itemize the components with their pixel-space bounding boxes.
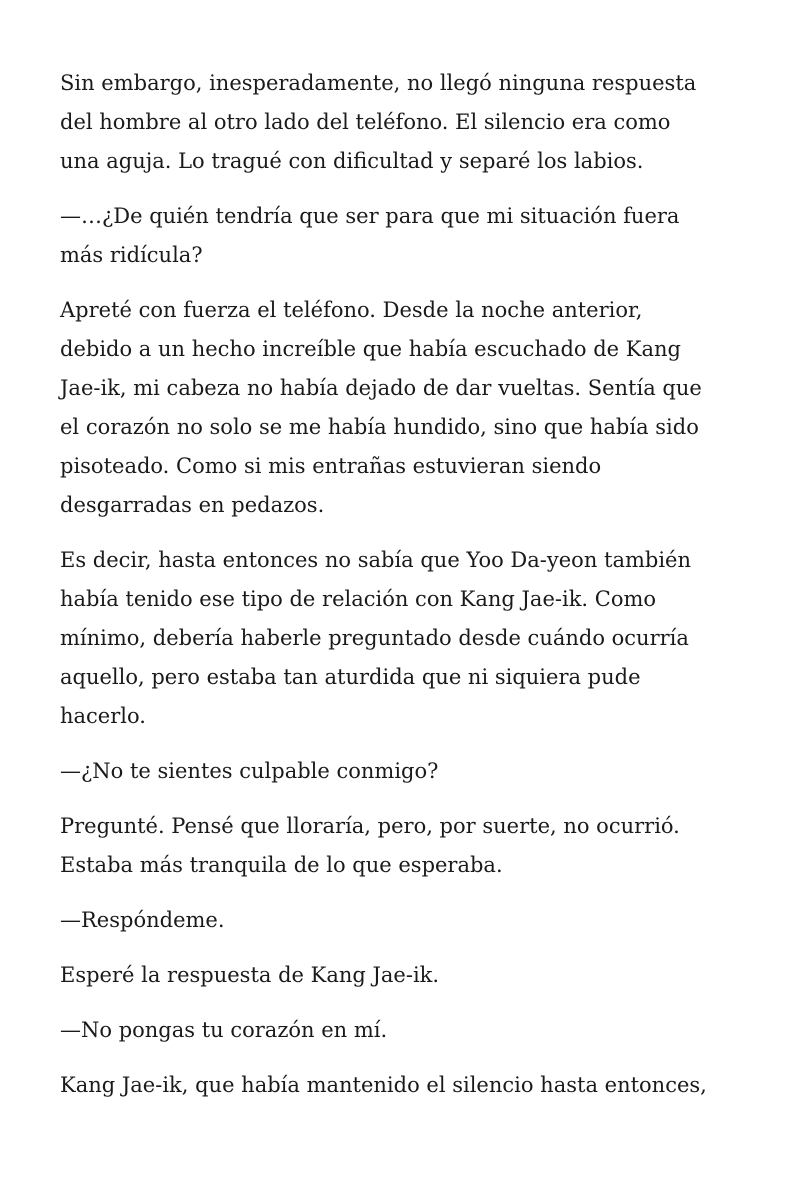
paragraph: Pregunté. Pensé que lloraría, pero, por suerte, no ocurrió. Estaba más tranquila de lo que esperaba. [60, 814, 680, 877]
paragraph: —Respóndeme. [60, 908, 225, 932]
paragraph: —No pongas tu corazón en mí. [60, 1018, 388, 1042]
paragraph: Apreté con fuerza el teléfono. Desde la noche anterior, debido a un hecho increíble que había escuchado de Kang Jae-ik, mi cabeza no había dejado de dar vueltas. Sentía que el corazón no solo se me había hundido, sino que había sido pisoteado. Como si mis entrañas estuvieran siendo desgarradas en pedazos. [60, 298, 702, 517]
paragraph: —¿No te sientes culpable conmigo? [60, 759, 439, 783]
paragraph: Esperé la respuesta de Kang Jae-ik. [60, 963, 440, 987]
paragraph: Es decir, hasta entonces no sabía que Yoo Da-yeon también había tenido ese tipo de relación con Kang Jae-ik. Como mínimo, debería haberle preguntado desde cuándo ocurría aquello, pero estaba tan aturdida que ni siquiera pude hacerlo. [60, 548, 692, 728]
paragraph: —…¿De quién tendría que ser para que mi situación fuera más ridícula? [60, 204, 680, 267]
paragraph: Sin embargo, inesperadamente, no llegó ninguna respuesta del hombre al otro lado del teléfono. El silencio era como una aguja. Lo tragué con dificultad y separé los labios. [60, 71, 697, 173]
paragraph: Kang Jae-ik, que había mantenido el silencio hasta entonces, [60, 1073, 707, 1097]
